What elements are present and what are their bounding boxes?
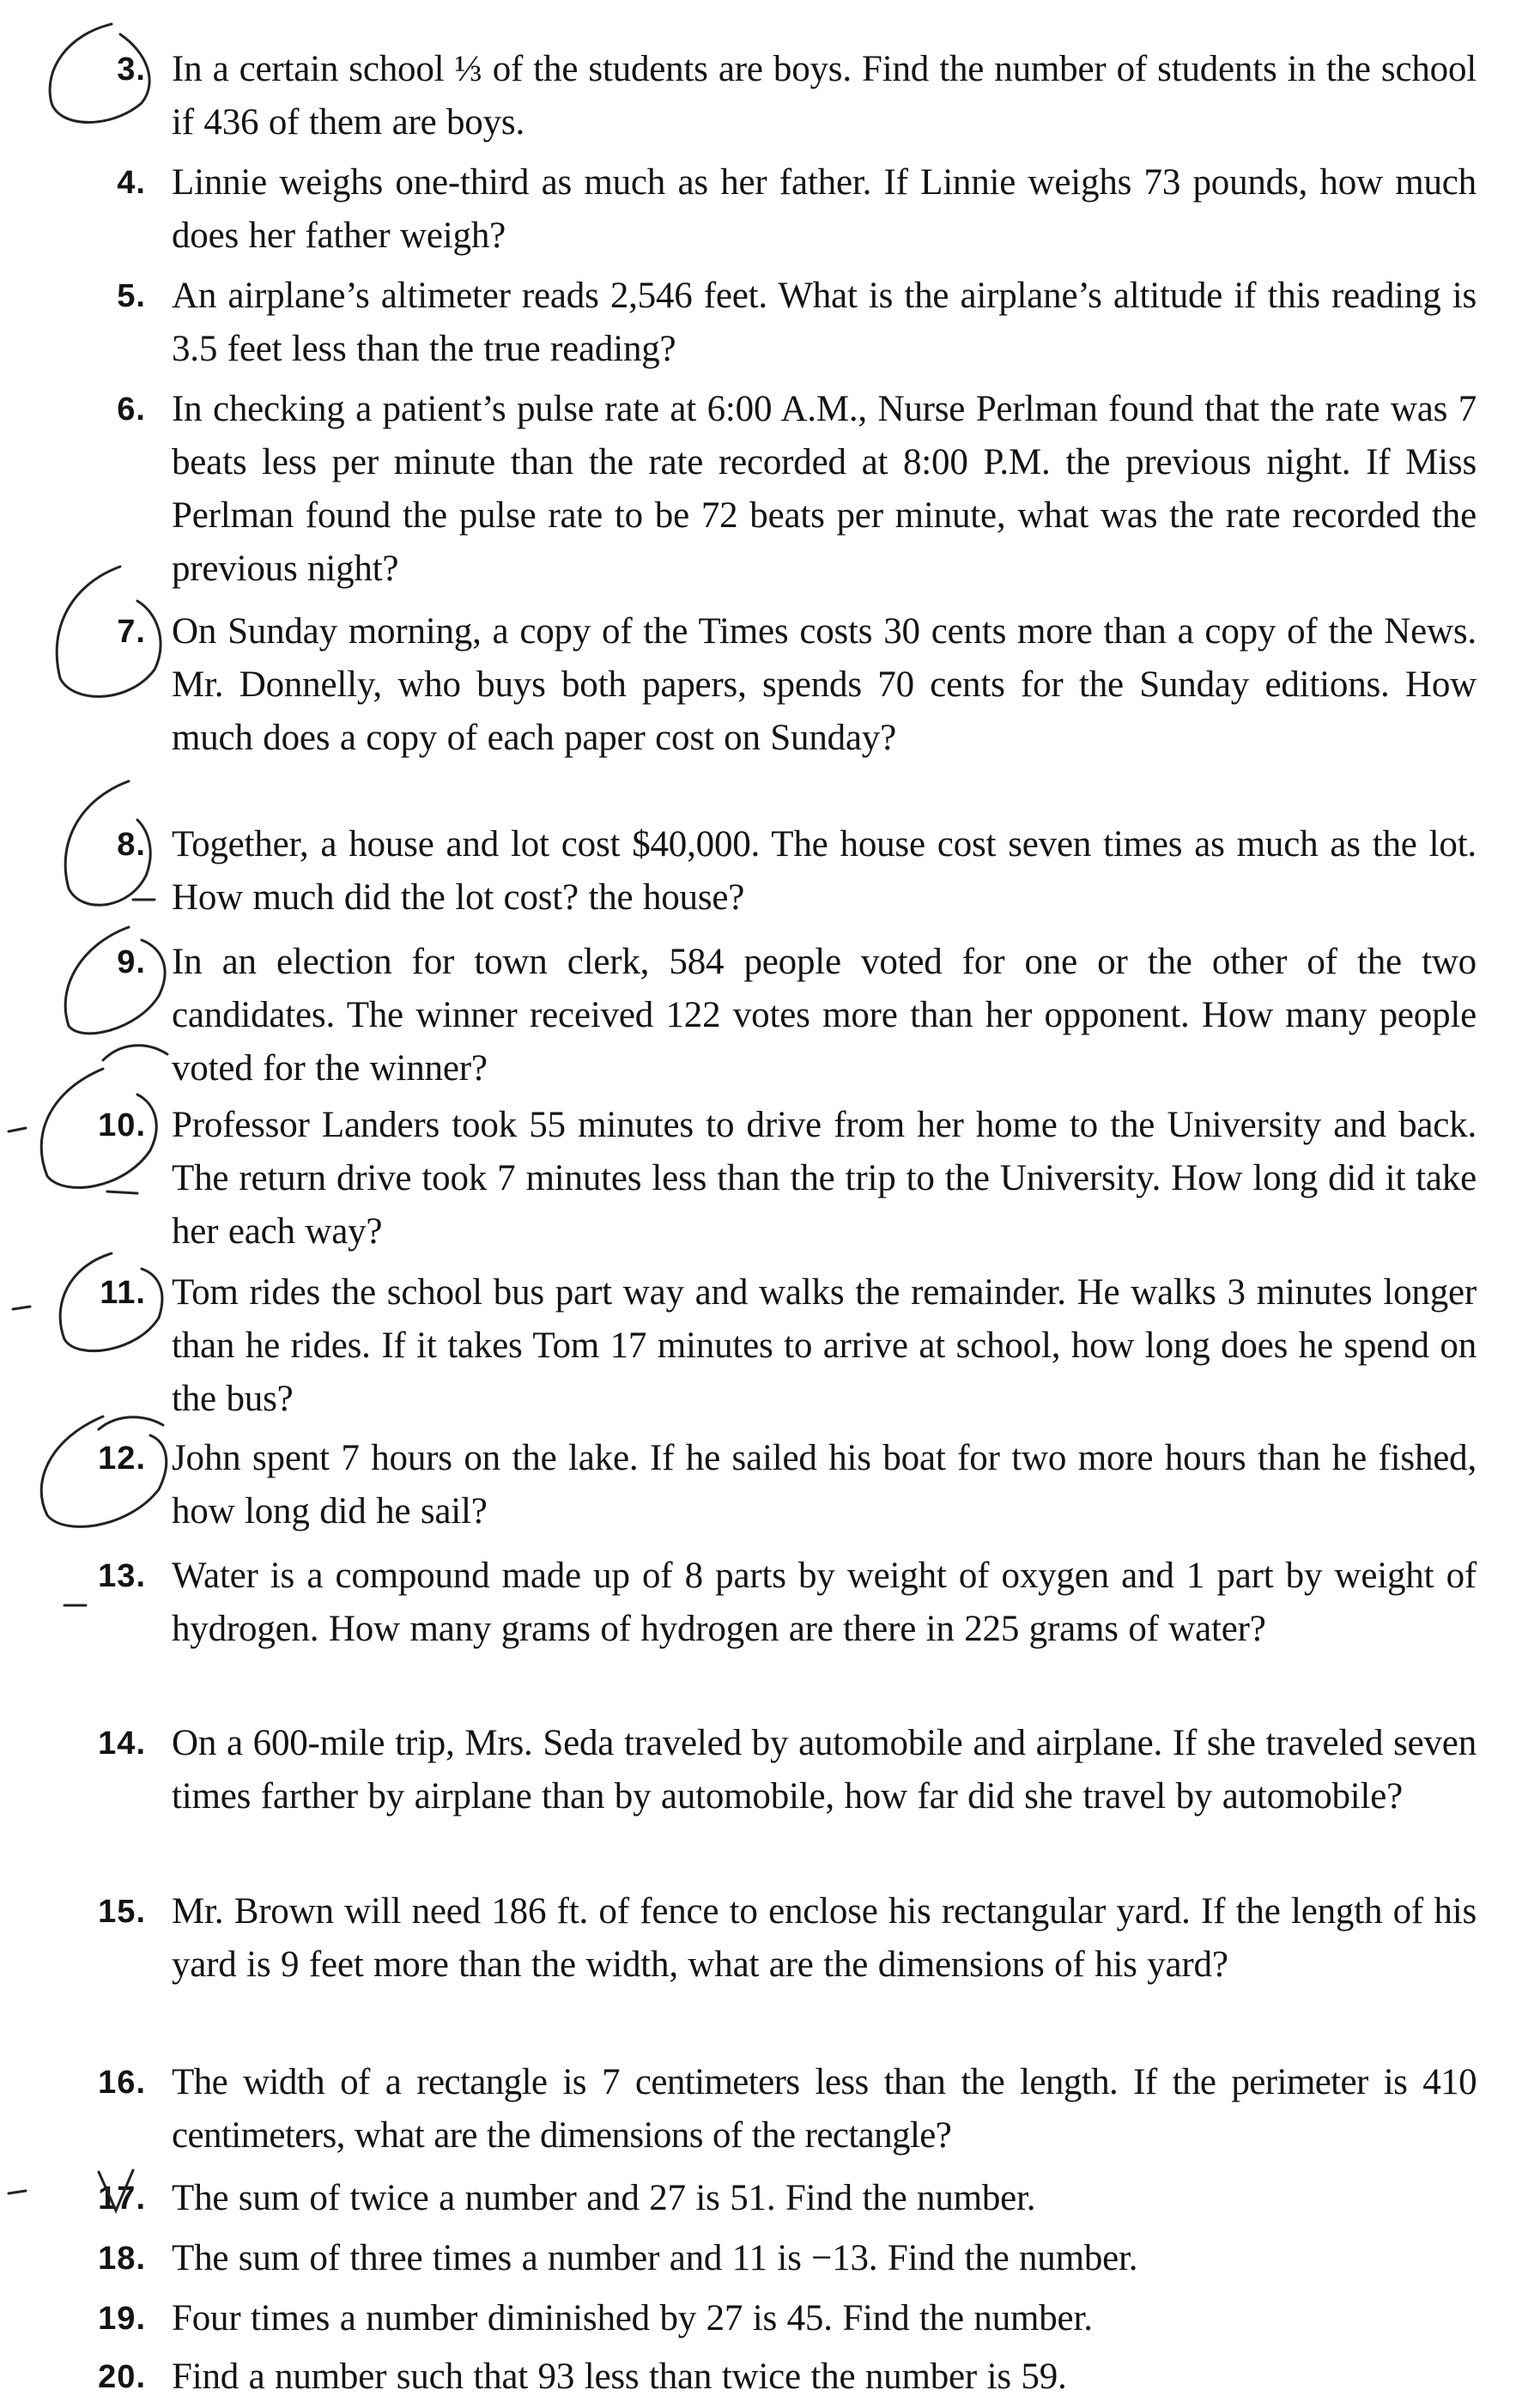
problem-text: In an election for town clerk, 584 people voted for one or the other of the two candidates. The winner received 122 votes more than her opponent. How many people voted for the winner?: [172, 942, 1477, 1089]
problem-number: 3.: [117, 52, 146, 88]
problem-number: 20.: [98, 2359, 146, 2395]
problem-text: Find a number such that 93 less than twice the number is 59.: [172, 2356, 1067, 2397]
problem-number: 13.: [98, 1558, 146, 1594]
hand-arc-11: [99, 1417, 163, 1429]
problem-number: 11.: [100, 1275, 146, 1311]
problem-number: 19.: [98, 2301, 146, 2337]
problem-number: 8.: [117, 827, 146, 863]
problem-number: 7.: [117, 614, 146, 650]
hand-tick-11: [13, 1307, 30, 1309]
problem-number: 10.: [98, 1107, 146, 1143]
problem-number: 9.: [117, 944, 146, 980]
problem-number: 18.: [98, 2241, 146, 2277]
problem-text: Four times a number diminished by 27 is 45. Find the number.: [172, 2298, 1093, 2338]
problem-text: The sum of three times a number and 11 is −13. Find the number.: [172, 2238, 1138, 2278]
problem-text: Mr. Brown will need 186 ft. of fence to enclose his rectangular yard. If the length of his yard is 9 feet more than the width, what are the dimensions of his yard?: [172, 1891, 1477, 1985]
hand-arc-9: [103, 1046, 167, 1060]
problem-text: Professor Landers took 55 minutes to drive from her home to the University and back. The return drive took 7 minutes less than the trip to the University. How long did it take her each way?: [172, 1105, 1477, 1252]
problem-number: 12.: [98, 1441, 146, 1477]
problem-text: Together, a house and lot cost $40,000. The house cost seven times as much as the lot. How much did the lot cost? the house?: [172, 824, 1477, 918]
problem-text: An airplane’s altimeter reads 2,546 feet. What is the airplane’s altitude if this reading is 3.5 feet less than the true reading?: [172, 276, 1477, 369]
hand-tick-10: [9, 1128, 26, 1131]
problem-text: The width of a rectangle is 7 centimeters less than the length. If the perimeter is 410 centimeters, what are the dimensions of the rectangle?: [172, 2062, 1477, 2156]
hand-tick-17: [9, 2191, 26, 2193]
problem-text: John spent 7 hours on the lake. If he sailed his boat for two more hours than he fished, how long did he sail?: [172, 1438, 1477, 1532]
problem-text: Linnie weighs one-third as much as her father. If Linnie weighs 73 pounds, how much does her father weigh?: [172, 162, 1477, 256]
problem-number: 4.: [117, 165, 146, 201]
problem-number: 17.: [98, 2181, 146, 2217]
problem-number: 6.: [117, 391, 146, 428]
problem-number: 14.: [98, 1726, 146, 1762]
hand-dash-10: [107, 1192, 137, 1193]
problem-number: 16.: [98, 2065, 146, 2101]
problem-text: Water is a compound made up of 8 parts by weight of oxygen and 1 part by weight of hydrogen. How many grams of hydrogen are there in 225 grams of water?: [172, 1556, 1477, 1649]
problem-text: The sum of twice a number and 27 is 51. Find the number.: [172, 2178, 1036, 2218]
problem-text: Tom rides the school bus part way and walks the remainder. He walks 3 minutes longer than he rides. If it takes Tom 17 minutes to arrive at school, how long does he spend on the bus?: [172, 1272, 1477, 1419]
problem-text: On Sunday morning, a copy of the Times costs 30 cents more than a copy of the News. Mr. Donnelly, who buys both papers, spends 70 cents for the Sunday editions. How much does a copy of each paper cost on Sunday?: [172, 611, 1477, 758]
problem-number: 5.: [117, 278, 146, 314]
problem-text: On a 600-mile trip, Mrs. Seda traveled by automobile and airplane. If she traveled seven times farther by airplane than by automobile, how far did she travel by automobile?: [172, 1723, 1477, 1817]
problem-text: In a certain school ⅓ of the students are boys. Find the number of students in the school if 436 of them are boys.: [172, 49, 1477, 143]
problem-number: 15.: [98, 1894, 146, 1930]
problem-text: In checking a patient’s pulse rate at 6:00 A.M., Nurse Perlman found that the rate was 7 beats less per minute than the rate recorded at 8:00 P.M. the previous night. If Miss Perlman found the pulse rate to be 72 beats per minute, what was the rate recorded the previous night?: [172, 389, 1477, 589]
